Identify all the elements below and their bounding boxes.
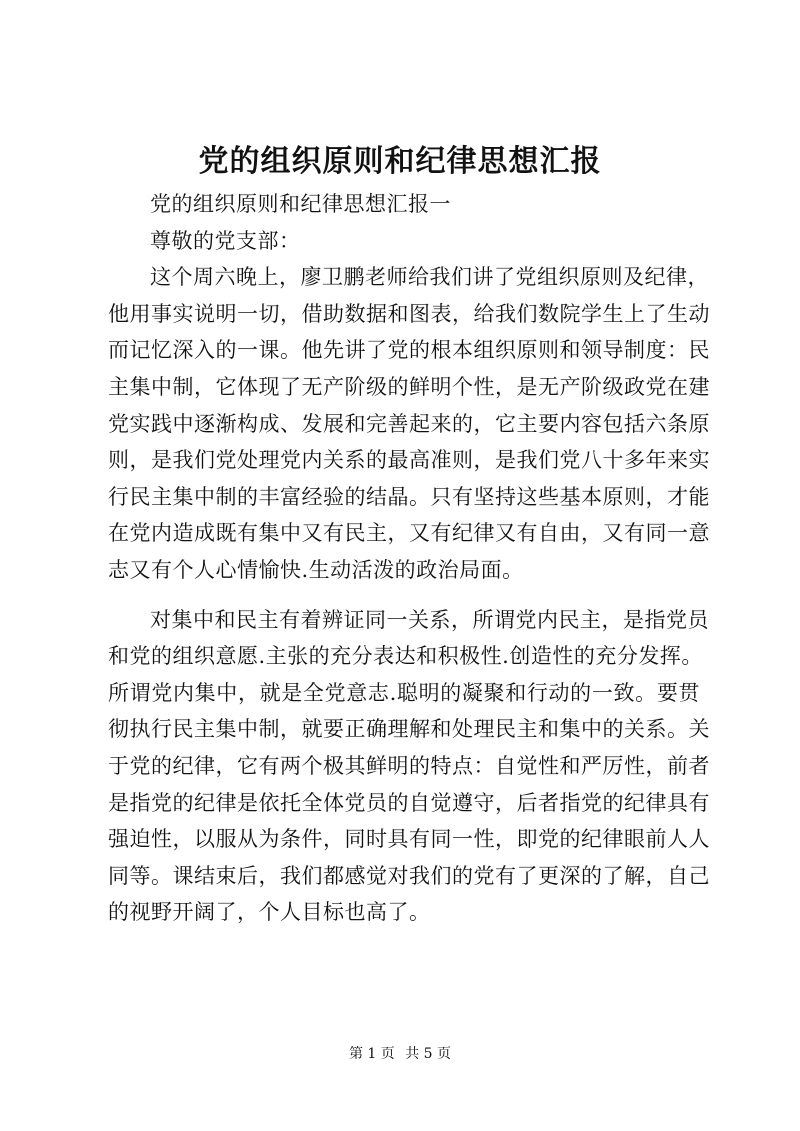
salutation-line: 尊敬的党支部： xyxy=(150,228,301,253)
paragraph-1 xyxy=(108,259,710,588)
paragraph-line: 而记忆深入的一课。他先讲了党的根本组织原则和领导制度：民 xyxy=(108,338,710,363)
paragraph-line: 对集中和民主有着辨证同一关系，所谓党内民主，是指党员 xyxy=(150,607,709,632)
paragraph-2 xyxy=(108,602,710,931)
paragraph-line: 则，是我们党处理党内关系的最高准则，是我们党八十多年来实 xyxy=(108,448,710,473)
document-body xyxy=(108,186,710,931)
paragraph-line: 同等。课结束后，我们都感觉对我们的党有了更深的了解，自己 xyxy=(108,863,710,888)
paragraph-line: 主集中制，它体现了无产阶级的鲜明个性，是无产阶级政党在建 xyxy=(108,374,710,399)
paragraph-line: 行民主集中制的丰富经验的结晶。只有坚持这些基本原则，才能 xyxy=(108,484,710,509)
page-total: 共 5 页 xyxy=(405,1046,452,1062)
subtitle-line: 党的组织原则和纪律思想汇报一 xyxy=(150,192,451,216)
paragraph-line: 于党的纪律，它有两个极其鲜明的特点：自觉性和严厉性，前者 xyxy=(108,753,710,778)
paragraph-line: 在党内造成既有集中又有民主，又有纪律又有自由，又有同一意 xyxy=(108,521,710,546)
paragraph-gap xyxy=(108,589,700,602)
document-title: 党的组织原则和纪律思想汇报 xyxy=(198,144,602,179)
paragraph-line: 和党的组织意愿.主张的充分表达和积极性.创造性的充分发挥。 xyxy=(108,644,703,669)
page-footer xyxy=(0,1044,800,1064)
paragraph-line: 他用事实说明一切，借助数据和图表，给我们数院学生上了生动 xyxy=(108,301,710,326)
paragraph-line: 党实践中逐渐构成、发展和完善起来的，它主要内容包括六条原 xyxy=(108,411,710,436)
paragraph-line: 的视野开阔了，个人目标也高了。 xyxy=(108,900,431,925)
paragraph-line: 所谓党内集中，就是全党意志.聪明的凝聚和行动的一致。要贯 xyxy=(108,680,700,705)
paragraph-line: 志又有个人心情愉快.生动活泼的政治局面。 xyxy=(108,557,524,582)
paragraph-line: 是指党的纪律是依托全体党员的自觉遵守，后者指党的纪律具有 xyxy=(108,790,710,815)
page-number: 第 1 页 xyxy=(348,1046,395,1062)
paragraph-line: 彻执行民主集中制，就要正确理解和处理民主和集中的关系。关 xyxy=(108,717,710,742)
paragraph-line: 强迫性，以服从为条件，同时具有同一性，即党的纪律眼前人人 xyxy=(108,827,710,852)
paragraph-line: 这个周六晚上，廖卫鹏老师给我们讲了党组织原则及纪律， xyxy=(150,265,709,290)
